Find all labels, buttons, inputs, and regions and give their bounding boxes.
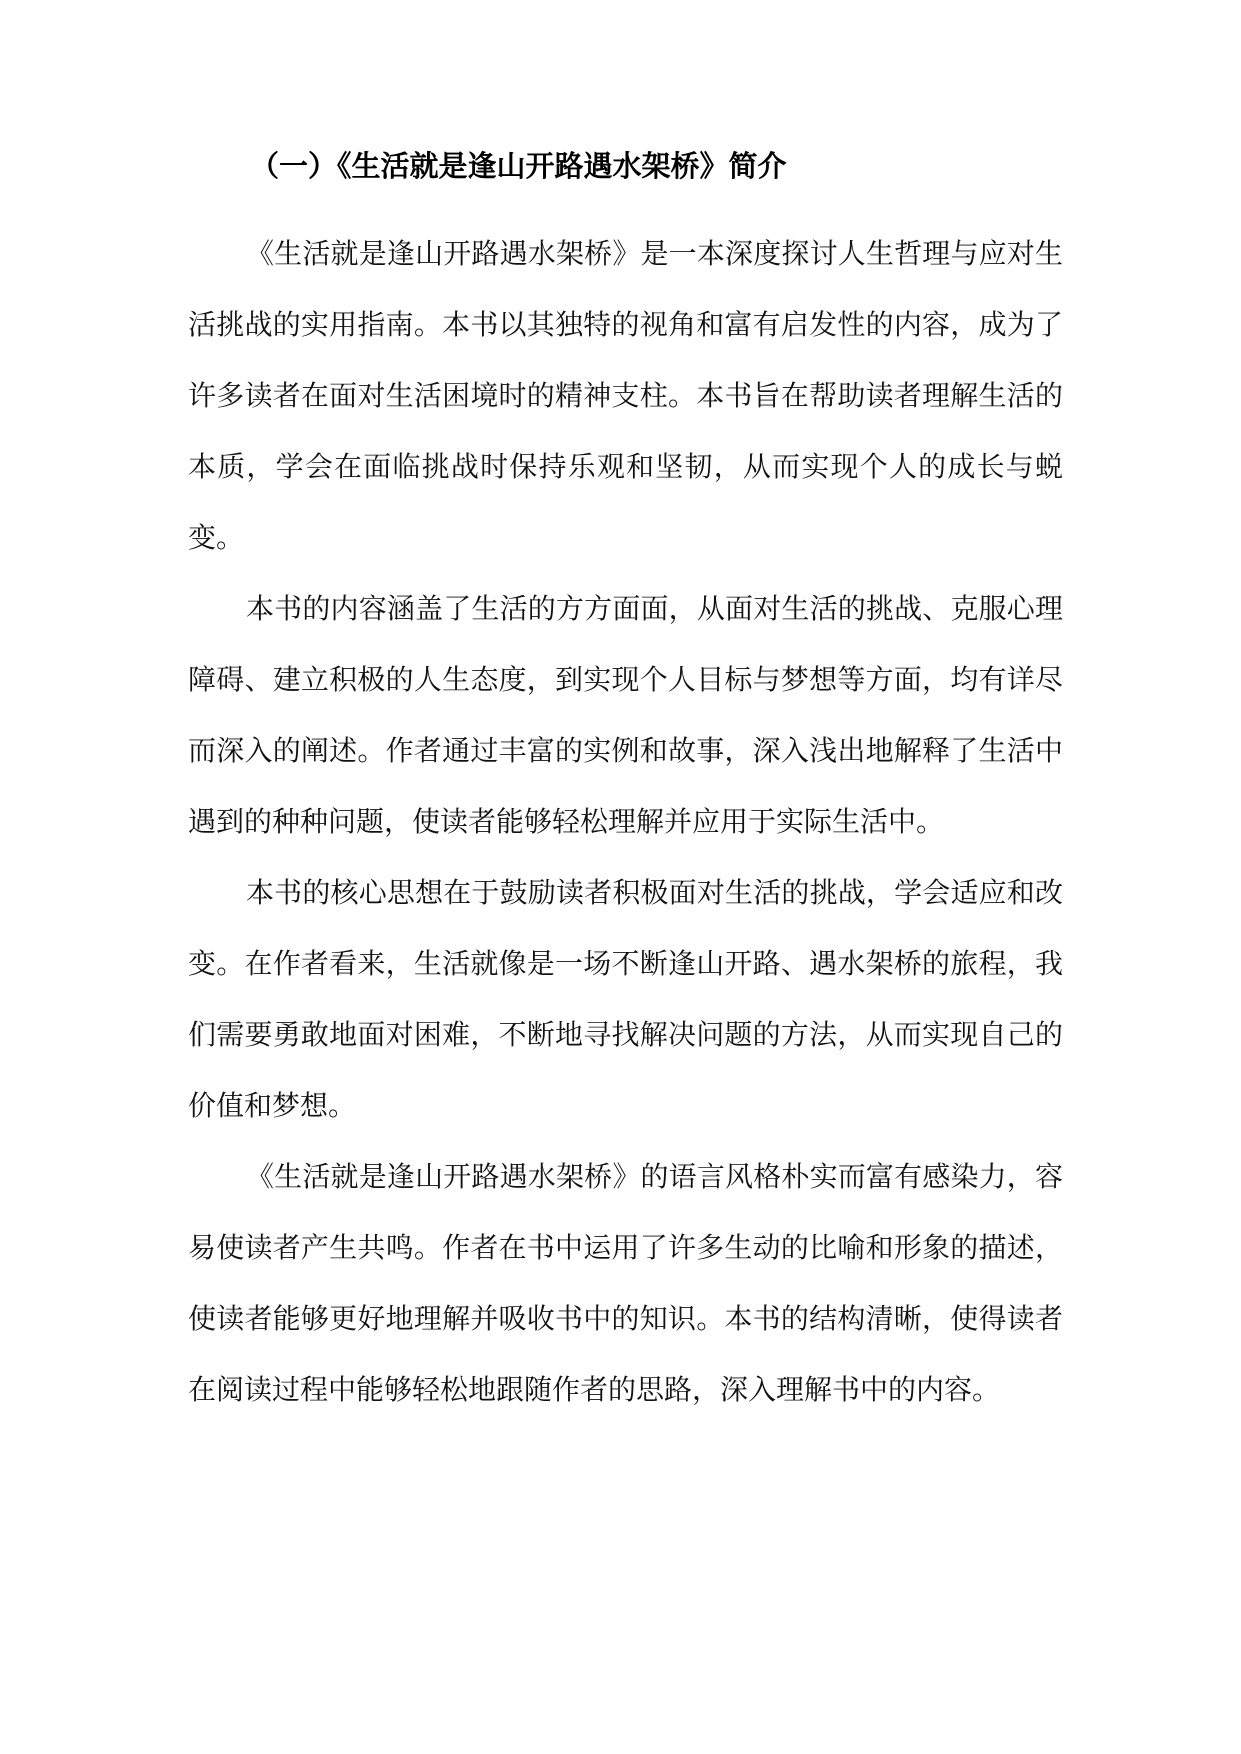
paragraph: 《生活就是逢山开路遇水架桥》的语言风格朴实而富有感染力，容易使读者产生共鸣。作者在书中运用了许多生动的比喻和形象的描述，使读者能够更好地理解并吸收书中的知识。本书的结构清晰，使得读者在阅读过程中能够轻松地跟随作者的思路，深入理解书中的内容。 [188,1160,1063,1406]
body-text [188,218,1063,1425]
section-heading: （一）《生活就是逢山开路遇水架桥》简介 [250,149,787,183]
paragraph: 本书的核心思想在于鼓励读者积极面对生活的挑战，学会适应和改变。在作者看来，生活就像是一场不断逢山开路、遇水架桥的旅程，我们需要勇敢地面对困难，不断地寻找解决问题的方法，从而实现自己的价值和梦想。 [188,876,1063,1122]
paragraph: 《生活就是逢山开路遇水架桥》是一本深度探讨人生哲理与应对生活挑战的实用指南。本书以其独特的视角和富有启发性的内容，成为了许多读者在面对生活困境时的精神支柱。本书旨在帮助读者理解生活的本质，学会在面临挑战时保持乐观和坚韧，从而实现个人的成长与蜕变。 [188,237,1063,554]
paragraph: 本书的内容涵盖了生活的方方面面，从面对生活的挑战、克服心理障碍、建立积极的人生态度，到实现个人目标与梦想等方面，均有详尽而深入的阐述。作者通过丰富的实例和故事，深入浅出地解释了生活中遇到的种种问题，使读者能够轻松理解并应用于实际生活中。 [188,592,1063,838]
